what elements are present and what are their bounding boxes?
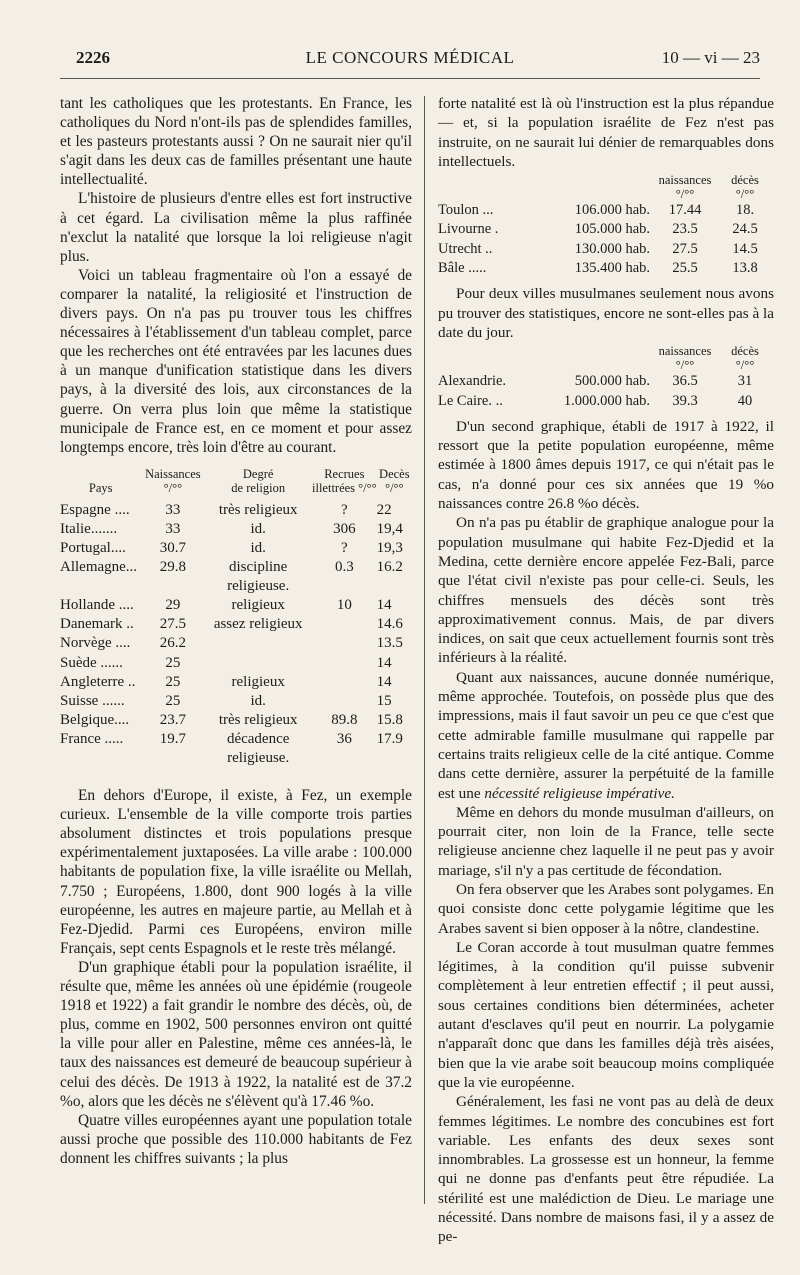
cell-naissances: 25 — [165, 654, 181, 671]
col-unit: °/°° — [675, 358, 695, 373]
table-row — [60, 692, 412, 711]
paragraph: Le Coran accorde à tout musulman quatre femmes légitimes, à la condition qu'il puisse subvenir complètement à leur entretien effectif ; il peut aussi, sous certaines conditions bien déterminées, acheter autant d'esclaves qu'il peut en nourrir. La polygamie n'apparaît donc que dans les familles déjà très aisées, bien que la vie arabe soit beaucoup moins compliquée que la vie européenne. — [438, 938, 774, 1091]
cell-deces: 16.2 — [376, 559, 403, 576]
table-row — [60, 520, 412, 539]
issue-date: 10 — vi — 23 — [661, 48, 760, 67]
cell-religion: id. — [250, 539, 266, 556]
col-header-pays: Pays — [88, 480, 113, 495]
col-unit: °/°° — [735, 187, 755, 202]
cell-pays: Allemagne... — [60, 559, 138, 576]
cell-ville: Toulon ... — [438, 202, 494, 219]
table-row — [60, 730, 412, 768]
column-divider — [424, 96, 425, 1204]
cell-naissances: 27.5 — [159, 616, 186, 633]
col-sub: de religion — [231, 480, 286, 495]
cell-deces: 14 — [376, 673, 392, 690]
paragraph: D'un second graphique, établi de 1917 à 1922, il ressort que la petite population européenne, même estimée à 1800 âmes depuis 1917, ce qui n'était pas le cas, n'a donné pour ces six années que 19 %o naissances contre 26.8 %o décès. — [438, 417, 774, 513]
cell-deces: 40 — [737, 392, 753, 409]
cell-recrues — [312, 615, 377, 634]
cell-naissances: 39.3 — [672, 392, 698, 409]
cell-naissances: 33 — [165, 501, 181, 518]
country-table — [60, 467, 412, 768]
col-unit: °/°° — [735, 358, 755, 373]
cell-naissances: 26.2 — [159, 635, 186, 652]
cell-deces: 17.9 — [376, 730, 403, 747]
cell-deces: 15.8 — [376, 711, 403, 728]
table-row — [60, 654, 412, 673]
cell-naissances: 29.8 — [159, 559, 186, 576]
cell-pays: Portugal.... — [60, 539, 126, 556]
cell-recrues: 10 — [336, 597, 352, 614]
cell-deces: 18. — [735, 202, 755, 219]
paragraph: Quatre villes européennes ayant une population totale aussi proche que possible des 110.000 habitants de Fez donnent les chiffres suivants ; la plus — [60, 1111, 412, 1167]
page-number: 2226 — [76, 48, 110, 67]
cell-pays: Danemark .. — [60, 616, 134, 633]
page-header — [60, 48, 760, 72]
cell-population: 130.000 hab. — [574, 240, 650, 257]
cell-religion: religieux — [231, 673, 285, 690]
paragraph-text: Quant aux naissances, aucune donnée numérique, même approchée. Toutefois, on possède plus que des impressions, mais il faut savoir un peu ce que c'est que cette admirable famille musulmane qui rappelle par certains traits religieux celle de la cité antique. Comme dans cette dernière, assurer la perpétuité de la famille est une — [438, 668, 774, 802]
cell-naissances: 33 — [165, 520, 181, 537]
cell-naissances: 30.7 — [159, 539, 186, 556]
cell-population: 135.400 hab. — [574, 260, 650, 277]
cell-ville: Bâle ..... — [438, 260, 487, 277]
cell-ville: Utrecht .. — [438, 240, 493, 257]
table-row — [60, 673, 412, 692]
paragraph: D'un graphique établi pour la population israélite, il résulte que, même les années où une épidémie (rougeole 1918 et 1922) a fait grandir le nombre des décès, où, de plus, comme en 1902, 500 personnes environ ont quitté la ville pour aller en Palestine, même ces années-là, le taux des naissances est demeuré de beaucoup supérieur à celui des décès. De 1913 à 1922, la natalité est de 37.2 %o, alors que les décès ne s'élèvent qu'à 17.46 %o. — [60, 958, 412, 1110]
col-header-deces: Decès — [379, 466, 410, 481]
cell-religion: très religieux — [218, 711, 298, 728]
cell-naissances: 36.5 — [672, 373, 698, 390]
table-row — [60, 539, 412, 558]
right-column — [438, 94, 774, 1247]
table-row — [438, 372, 770, 391]
col-header-naissances: Naissances — [145, 466, 201, 481]
cell-recrues: 36 — [336, 730, 352, 747]
cell-naissances: 23.7 — [159, 711, 186, 728]
table-row — [60, 596, 412, 615]
cell-ville: Livourne . — [438, 221, 499, 238]
paragraph: L'histoire de plusieurs d'entre elles est fort instructive à cet égard. La civilisation même la plus raffinée n'exclut la natalité que lorsque la loi religieuse n'agit plus. — [60, 190, 412, 265]
table-row — [60, 501, 412, 520]
cell-religion: id. — [250, 520, 266, 537]
paragraph: forte natalité est là où l'instruction est la plus répandue — et, si la population israélite de Fez n'est pas instruite, on ne saurait lui dénier de remarquables dons intellectuels. — [438, 95, 774, 170]
emphasis: nécessité religieuse impérative. — [484, 784, 675, 802]
paragraph: Voici un tableau fragmentaire où l'on a essayé de comparer la natalité, la religiosité et l'instruction de divers pays. On n'a pas pu trouver tous les chiffres nécessaires à l'établissement d'un tableau complet, parce que les recherches ont été entravées par les lacunes dues à un manque d'unification statistique dans les divers pays, à la diversité des lois, aux circonstances de la guerre. On verra plus loin que même la statistique municipale de France est, en ce moment et pour assez longtemps encore, très loin d'être au courant. — [60, 266, 412, 456]
cell-recrues — [312, 634, 377, 653]
paragraph: En dehors d'Europe, il existe, à Fez, un exemple curieux. L'ensemble de la ville comporte trois parties absolument distinctes et trois populations presque expérimentalement juxtaposées. La ville arabe : 100.000 habitants de population fixe, la ville israélite ou Mellah, 7.750 ; Européens, 1.800, dont 900 logés à la ville européenne, les autres en majeure partie, au Mellah et à Fez-Djedid. Parmi ces Européens, environ mille Français, sept cents Espagnols et le reste très mélangé. — [60, 787, 412, 957]
cell-pays: Suisse ...... — [60, 692, 125, 709]
paragraph: On fera observer que les Arabes sont polygames. En quoi consiste donc cette polygamie légitime que les Arabes savent si bien opposer à la nôtre, clandestine. — [438, 880, 774, 937]
cell-ville: Le Caire. .. — [438, 392, 503, 409]
cell-pays: Suède ...... — [60, 654, 123, 671]
paragraph: Même en dehors du monde musulman d'ailleurs, on pourrait citer, non loin de la France, telle secte religieuse ancienne chez laquelle il ne peut pas y avoir mariage, s'il n'y a pas certitude de fécondation. — [438, 803, 774, 879]
cell-naissances: 17.44 — [668, 202, 702, 219]
cell-religion: très religieux — [218, 501, 298, 518]
cell-recrues: 306 — [333, 520, 356, 537]
cell-population: 1.000.000 hab. — [563, 392, 650, 409]
cell-deces: 14.5 — [732, 240, 758, 257]
col-unit: °/°° — [385, 480, 404, 495]
cell-pays: Norvège .... — [60, 635, 131, 652]
cell-recrues — [312, 673, 377, 692]
city-table-europe — [438, 173, 770, 278]
col-header-deces: décès — [731, 344, 759, 359]
table-row — [60, 634, 412, 653]
left-column — [60, 94, 412, 1168]
table-row — [60, 615, 412, 634]
cell-religion — [204, 654, 312, 673]
cell-deces: 14 — [376, 597, 392, 614]
table-row — [438, 392, 770, 411]
cell-deces: 19,3 — [376, 539, 403, 556]
cell-population: 105.000 hab. — [574, 221, 650, 238]
cell-religion: assez religieux — [213, 616, 303, 633]
cell-pays: France ..... — [60, 730, 124, 747]
city-table-muslim — [438, 344, 770, 411]
cell-recrues: 0.3 — [334, 559, 354, 576]
cell-naissances: 25 — [165, 673, 181, 690]
col-sub: illettrées °/°° — [312, 480, 377, 495]
cell-naissances: 27.5 — [672, 240, 698, 257]
cell-naissances: 29 — [165, 597, 181, 614]
cell-deces: 13.5 — [376, 635, 403, 652]
cell-religion: religieux — [231, 597, 285, 614]
cell-religion: décadence religieuse. — [226, 730, 290, 766]
col-header-recrues: Recrues — [324, 466, 365, 481]
cell-pays: Italie....... — [60, 520, 118, 537]
cell-deces: 13.8 — [732, 260, 758, 277]
table-row — [60, 558, 412, 596]
table-row — [438, 259, 770, 278]
col-unit: °/°° — [163, 480, 183, 495]
city-rows — [438, 372, 770, 411]
col-header-deces: décès — [731, 173, 759, 188]
table-row — [438, 220, 770, 239]
cell-recrues — [312, 654, 377, 673]
paragraph: Généralement, les fasi ne vont pas au delà de deux femmes légitimes. Le nombre des concubines est fort variable. Les enfants des deux sexes sont innombrables. La grossesse est un honneur, la femme qui ne donne pas d'enfants peut être répudiée. La stérilité est une malédiction de Dieu. Le mariage une nécessité. Dans nombre de maisons fasi, il y a assez de pe- — [438, 1093, 774, 1246]
cell-pays: Angleterre .. — [60, 673, 136, 690]
cell-recrues: ? — [341, 539, 348, 556]
cell-naissances: 25.5 — [672, 260, 698, 277]
cell-religion: id. — [250, 692, 266, 709]
cell-deces: 31 — [737, 373, 753, 390]
cell-deces: 22 — [376, 501, 392, 518]
cell-deces: 14.6 — [376, 616, 403, 633]
col-unit: °/°° — [675, 187, 695, 202]
cell-recrues: ? — [341, 501, 348, 518]
cell-recrues: 89.8 — [331, 711, 358, 728]
table-row — [60, 711, 412, 730]
cell-deces: 24.5 — [732, 221, 758, 238]
cell-population: 500.000 hab. — [574, 373, 650, 390]
cell-religion — [204, 634, 312, 653]
cell-population: 106.000 hab. — [574, 202, 650, 219]
cell-deces: 15 — [376, 692, 392, 709]
cell-pays: Belgique.... — [60, 711, 130, 728]
paragraph: tant les catholiques que les protestants. En France, les catholiques du Nord n'ont-ils pas de splendides familles, et les pasteurs protestants aussi ? On ne saurait nier qu'il s'agit dans les deux cas de familles présentant une haute intellectualité. — [60, 95, 412, 189]
cell-ville: Alexandrie. — [438, 373, 507, 390]
paragraph: Pour deux villes musulmanes seulement nous avons pu trouver des statistiques, encore ne sont-elles pas à la date du jour. — [438, 285, 774, 341]
country-rows — [60, 501, 412, 768]
cell-pays: Hollande .... — [60, 597, 134, 614]
cell-recrues — [312, 692, 377, 711]
city-rows — [438, 201, 770, 278]
table-row — [438, 201, 770, 220]
cell-naissances: 23.5 — [672, 221, 698, 238]
col-header-naissances: naissances — [658, 344, 712, 359]
cell-deces: 14 — [376, 654, 392, 671]
cell-deces: 19,4 — [376, 520, 403, 537]
col-header-degre: Degré — [242, 466, 274, 481]
cell-pays: Espagne .... — [60, 501, 130, 518]
cell-religion: discipline religieuse. — [227, 559, 290, 595]
cell-naissances: 25 — [165, 692, 181, 709]
header-rule — [60, 78, 760, 79]
cell-naissances: 19.7 — [159, 730, 186, 747]
col-header-naissances: naissances — [658, 173, 712, 188]
paragraph: On n'a pas pu établir de graphique analogue pour la population musulmane qui habite Fez-Djedid et la Medina, cette dernière encore appelée Fez-Bali, parce que l'état civil n'existe pas pour celle-ci. Seuls, les chiffres mensuels des décès sont très approximativement connus. Mais, de par divers indices, on sait que ceux actuellement fournis sont très inférieurs à la réalité. — [438, 514, 774, 667]
table-row — [438, 240, 770, 259]
journal-title: LE CONCOURS MÉDICAL — [305, 48, 515, 67]
paragraph — [438, 668, 774, 803]
